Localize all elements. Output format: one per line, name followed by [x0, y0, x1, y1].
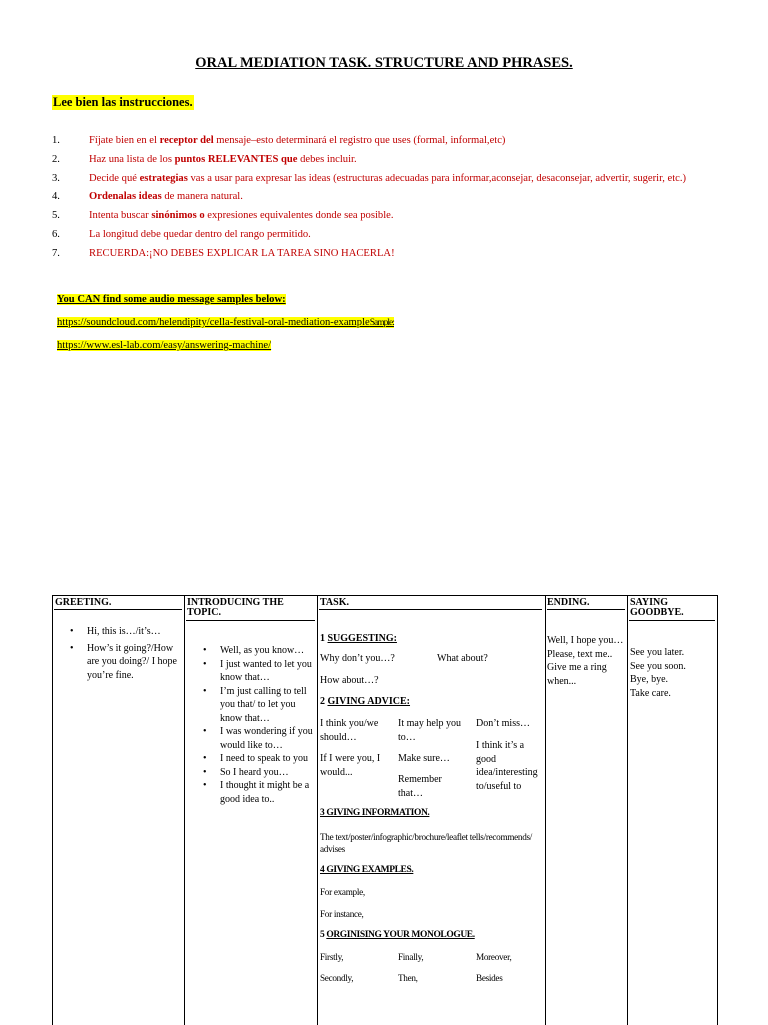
list-item: See you soon.	[630, 660, 686, 672]
instruction-emphasis: receptor del	[159, 135, 214, 146]
list-item: • How’s it going?/How are you doing?/ I hope you’re fine.	[70, 642, 182, 683]
greeting-list	[70, 625, 182, 682]
instruction-number: 2.	[52, 154, 60, 165]
giving-examples-heading	[320, 865, 413, 875]
introducing-header: INTRODUCING THE TOPIC.	[187, 597, 284, 618]
section-title: ORGINISING YOUR MONOLOGUE.	[326, 930, 475, 940]
instruction-text: La longitud debe quedar dentro del rango permitido.	[89, 229, 311, 240]
list-item: Bye, bye.	[630, 674, 669, 685]
task-phrase: Then,	[398, 973, 418, 983]
task-phrase: The text/poster/infographic/brochure/leaflet tells/recommends/ advises	[320, 832, 533, 854]
list-item: Take care.	[630, 687, 671, 699]
instruction-text: RECUERDA:¡NO DEBES EXPLICAR LA TAREA SINO HACERLA!	[89, 248, 395, 259]
list-item: • I just wanted to let you know that…	[203, 658, 316, 685]
task-phrase: Secondly,	[320, 973, 354, 983]
header-rule	[547, 609, 625, 610]
list-item: • I’m just calling to tell you that/ to let you know that…	[203, 685, 316, 726]
table-top-border	[52, 595, 717, 596]
instruction-number: 7.	[52, 248, 60, 259]
section-number: 5	[320, 930, 327, 940]
list-item: Please, text me..	[547, 648, 613, 660]
task-phrase: I think you/we should…	[320, 718, 379, 743]
suggesting-heading	[320, 633, 397, 644]
instruction-number: 1.	[52, 135, 60, 146]
column-divider	[317, 595, 318, 1025]
list-item: See you later.	[630, 647, 685, 658]
list-item: • Hi, this is…/it’s…	[70, 625, 182, 639]
goodbye-header: SAYING GOODBYE.	[630, 597, 684, 618]
instruction-number: 3.	[52, 173, 60, 184]
column-divider	[627, 595, 628, 1025]
instruction-text: Decide qué	[89, 173, 140, 184]
header-rule	[629, 620, 715, 621]
section-title: 3 GIVING INFORMATION.	[320, 808, 430, 818]
list-item: • I was wondering if you would like to…	[203, 725, 316, 752]
introducing-list	[203, 644, 316, 806]
instruction-text: Fíjate bien en el	[89, 135, 160, 146]
column-divider	[545, 595, 546, 1025]
instruction-emphasis: Ordenalas ideas	[89, 191, 162, 202]
task-phrase: It may help you to…	[398, 718, 462, 743]
column-divider	[184, 595, 185, 1025]
task-phrase: If I were you, I would...	[320, 753, 381, 778]
giving-information-heading	[320, 808, 429, 818]
section-number: 2	[320, 696, 328, 707]
section-title: GIVING ADVICE:	[327, 696, 411, 707]
task-phrase: Finally,	[398, 952, 424, 962]
task-phrase: How about…?	[320, 675, 379, 686]
task-phrase: For instance,	[320, 909, 364, 919]
header-rule	[54, 609, 182, 610]
list-item: • I need to speak to you	[203, 752, 316, 766]
section-title: SUGGESTING:	[327, 633, 397, 644]
table-border	[717, 595, 718, 1025]
task-phrase: What about?	[437, 653, 488, 664]
list-item: Well, I hope you…	[547, 635, 624, 646]
esl-lab-link[interactable]: https://www.esl-lab.com/easy/answering-machine/	[57, 340, 272, 351]
instruction-text: Haz una lista de los	[89, 154, 175, 165]
task-phrase: Make sure…	[398, 753, 450, 764]
header-rule	[186, 620, 315, 621]
instruction-text: mensaje–esto determinará el registro que uses (formal, informal,etc)	[213, 135, 506, 146]
lead-instruction: Lee bien las instrucciones.	[53, 95, 193, 109]
list-item: • So I heard you…	[203, 766, 316, 780]
instruction-text: vas a usar para expresar las ideas (estructuras adecuadas para informar,aconsejar, desaconsejar, advertir, sugerir, etc.)	[187, 173, 687, 184]
task-phrase: Firstly,	[320, 952, 344, 962]
ending-header: ENDING.	[547, 597, 590, 608]
task-header: TASK.	[320, 597, 349, 608]
instruction-text: debes incluir.	[297, 154, 357, 165]
instruction-text: expresiones equivalentes donde sea posible.	[204, 210, 394, 221]
list-item: Give me a ring when...	[547, 662, 607, 687]
instruction-number: 4.	[52, 191, 60, 202]
samples-heading: You CAN find some audio message samples below:	[57, 294, 286, 305]
task-phrase: Moreover,	[476, 952, 512, 962]
goodbye-list	[630, 646, 716, 700]
instruction-text: Intenta buscar	[89, 210, 152, 221]
sample-label: Sample:	[369, 318, 394, 328]
instruction-number: 5.	[52, 210, 60, 221]
instruction-emphasis: estrategias	[139, 173, 188, 184]
instruction-number: 6.	[52, 229, 60, 240]
instruction-emphasis: puntos RELEVANTES que	[174, 154, 298, 165]
task-phrase: I think it’s a good idea/interesting to/useful to	[476, 740, 538, 792]
giving-advice-heading	[320, 696, 410, 707]
instruction-text: de manera natural.	[161, 191, 243, 202]
page-title: ORAL MEDIATION TASK. STRUCTURE AND PHRASES.	[195, 55, 573, 71]
list-item: • Well, as you know…	[203, 644, 316, 658]
ending-list	[547, 634, 627, 688]
soundcloud-link-text[interactable]: https://soundcloud.com/helendipity/cella-festival-oral-mediation-example	[57, 317, 370, 328]
organising-heading	[320, 930, 475, 940]
task-phrase: Besides	[476, 973, 503, 983]
table-border	[52, 595, 53, 1025]
list-item: • I thought it might be a good idea to..	[203, 779, 316, 806]
section-title: 4 GIVING EXAMPLES.	[320, 865, 414, 875]
task-phrase: For example,	[320, 887, 365, 897]
section-number: 1	[320, 633, 328, 644]
task-phrase: Don’t miss…	[476, 718, 530, 729]
greeting-header: GREETING.	[55, 597, 112, 608]
instruction-emphasis: sinónimos o	[151, 210, 205, 221]
task-phrase: Remember that…	[398, 774, 442, 799]
task-phrase: Why don’t you…?	[320, 653, 395, 664]
header-rule	[319, 609, 542, 610]
soundcloud-link[interactable]	[57, 317, 394, 328]
